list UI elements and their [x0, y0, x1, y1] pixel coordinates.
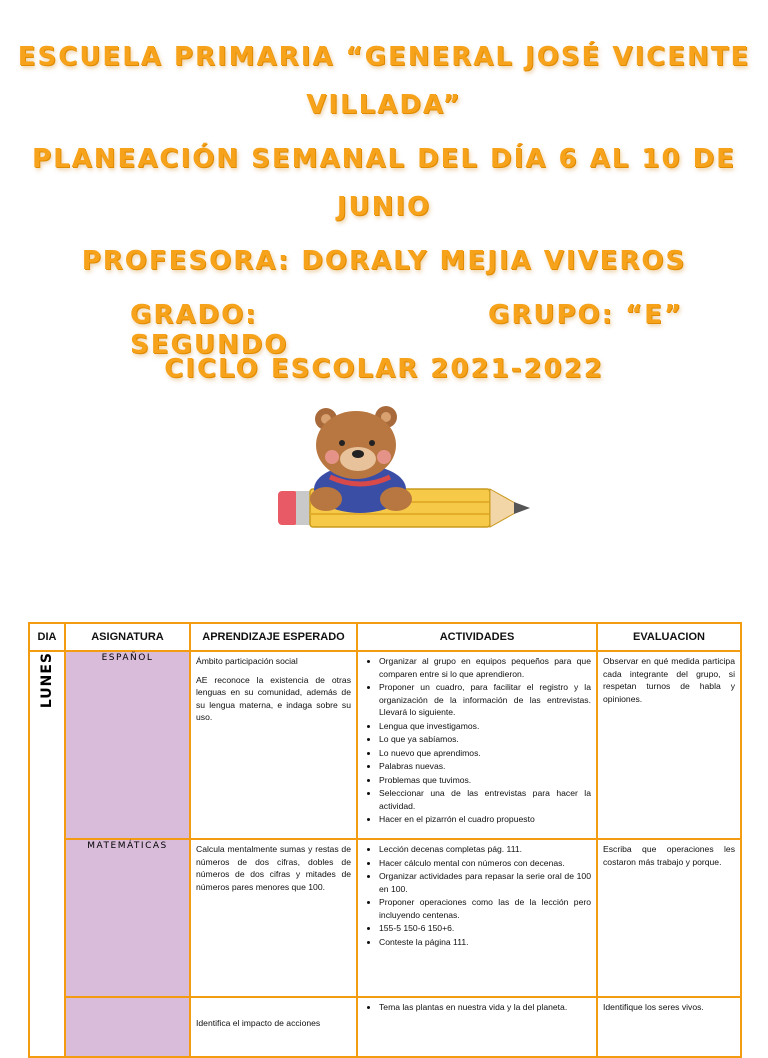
col-header-asignatura: ASIGNATURA: [65, 623, 190, 651]
table-row: [29, 651, 741, 839]
list-item: • Organizar actividades para repasar la serie oral de 100 en 100.: [379, 870, 591, 895]
list-item: • Seleccionar una de las entrevistas para hacer la actividad.: [379, 787, 591, 812]
school-name-line2: VILLADA”: [306, 90, 462, 120]
list-item: • Palabras nuevas.: [379, 760, 591, 773]
actividades-cell: [357, 839, 597, 997]
aprendizaje-text: Identifica el impacto de acciones: [196, 1018, 321, 1028]
bear-with-pencil-icon: [268, 405, 538, 535]
subject-cell: MATEMÁTICAS: [65, 839, 190, 997]
day-cell: [29, 651, 65, 1057]
list-item: • Tema las plantas en nuestra vida y la del planeta.: [379, 1001, 591, 1014]
teacher-name: PROFESORA: DORALY MEJIA VIVEROS: [81, 246, 687, 276]
aprendizaje-cell: [190, 651, 357, 839]
col-header-dia: DIA: [29, 623, 65, 651]
col-header-actividades: ACTIVIDADES: [357, 623, 597, 651]
aprendizaje-text: AE reconoce la existencia de otras lenguas en su comunidad, además de su lengua materna, e indaga sobre su uso.: [196, 674, 351, 722]
list-item: • Hacer cálculo mental con números con decenas.: [379, 857, 591, 870]
evaluacion-cell: Observar en qué medida participa cada integrante del grupo, si respetan turnos de habla y opiniones.: [597, 651, 741, 839]
evaluacion-cell: Escriba que operaciones les costaron más trabajo y porque.: [597, 839, 741, 997]
aprendizaje-text: Calcula mentalmente sumas y restas de números de dos cifras, dobles de números de dos cifras y mitades de números pares menores que 100.: [196, 844, 351, 892]
aprendizaje-text: Ámbito participación social: [196, 656, 298, 666]
aprendizaje-cell: [190, 997, 357, 1057]
table-row: [29, 997, 741, 1057]
school-year: CICLO ESCOLAR 2021-2022: [164, 354, 604, 384]
list-item: • Lección decenas completas pág. 111.: [379, 843, 591, 856]
list-item: • Organizar al grupo en equipos pequeños para que comparen entre si lo que aprendieron.: [379, 655, 591, 680]
day-label: LUNES: [39, 652, 55, 709]
list-item: • Proponer operaciones como las de la lección pero incluyendo centenas.: [379, 896, 591, 921]
subject-cell: ESPAÑOL: [65, 651, 190, 839]
list-item: • 155-5 150-6 150+6.: [379, 922, 591, 935]
col-header-aprendizaje: APRENDIZAJE ESPERADO: [190, 623, 357, 651]
planning-title-line1: PLANEACIÓN SEMANAL DEL DÍA 6 AL 10 DE: [32, 144, 736, 174]
list-item: • Proponer un cuadro, para facilitar el registro y la organización de la información de las entrevistas. Llevará lo siguiente.: [379, 681, 591, 719]
actividades-cell: [357, 651, 597, 839]
grade-label: GRADO: SEGUNDO: [130, 300, 289, 360]
group-label: GRUPO: “E”: [488, 300, 684, 330]
planning-title-line2: JUNIO: [336, 192, 432, 222]
subject-cell: [65, 997, 190, 1057]
list-item: • Conteste la página 111.: [379, 936, 591, 949]
list-item: • Lo nuevo que aprendimos.: [379, 747, 591, 760]
list-item: • Lo que ya sabíamos.: [379, 733, 591, 746]
actividades-cell: [357, 997, 597, 1057]
school-name-line1: ESCUELA PRIMARIA “GENERAL JOSÉ VICENTE: [17, 42, 751, 72]
table-header-row: [29, 623, 741, 651]
weekly-plan-table: [28, 622, 742, 1058]
table-row: [29, 839, 741, 997]
col-header-evaluacion: EVALUACION: [597, 623, 741, 651]
evaluacion-cell: Identifique los seres vivos.: [597, 997, 741, 1057]
list-item: • Lengua que investigamos.: [379, 720, 591, 733]
list-item: • Problemas que tuvimos.: [379, 774, 591, 787]
list-item: • Hacer en el pizarrón el cuadro propuesto: [379, 813, 591, 826]
aprendizaje-cell: [190, 839, 357, 997]
